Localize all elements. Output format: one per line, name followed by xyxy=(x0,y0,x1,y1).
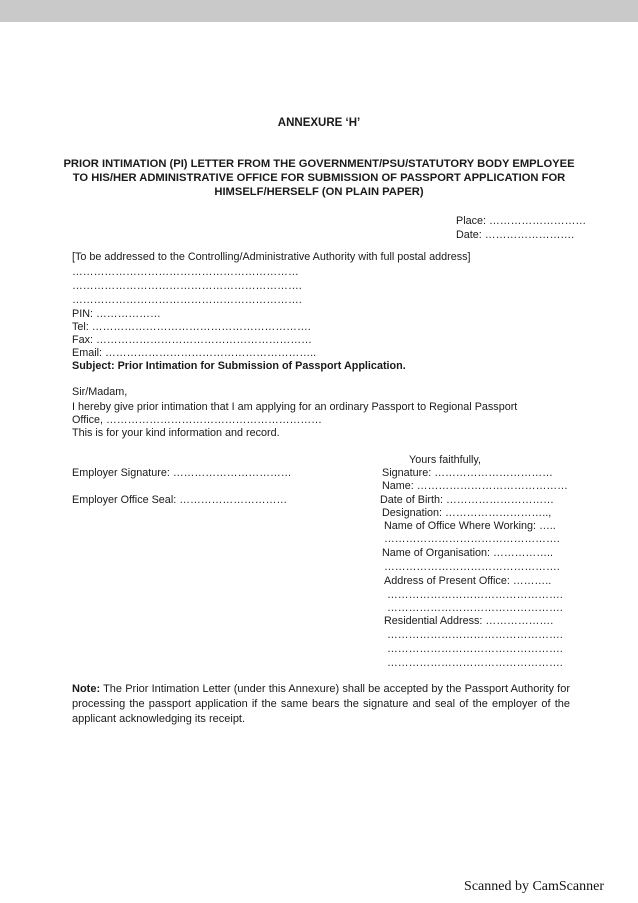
present-office-field: Address of Present Office: ……….. xyxy=(384,575,552,587)
salutation: Sir/Madam, xyxy=(72,386,128,398)
place-field: Place: ……………………… xyxy=(456,215,587,227)
organisation-continuation: …………………………………………. xyxy=(384,561,560,573)
note-paragraph xyxy=(72,682,570,727)
present-office-continuation-2: …………………………………………. xyxy=(387,602,563,614)
residential-continuation-1: …………………………………………. xyxy=(387,629,563,641)
address-line-3: ………………………………………………………. xyxy=(72,294,302,306)
designation-field: Designation: ……………………….., xyxy=(382,507,552,519)
organisation-field: Name of Organisation: …………….. xyxy=(382,547,554,559)
date-field: Date: ……………………. xyxy=(456,229,575,241)
present-office-continuation-1: …………………………………………. xyxy=(387,589,563,601)
employer-signature-field: Employer Signature: …………………………… xyxy=(72,467,292,479)
pin-field: PIN: ……………… xyxy=(72,308,161,320)
address-line-2: ………………………………………………………. xyxy=(72,280,302,292)
residential-address-field: Residential Address: ………………. xyxy=(384,615,554,627)
body-line-2: Office, …………………………………………………… xyxy=(72,414,322,426)
address-line-1: ……………………………………………………… xyxy=(72,266,299,278)
annexure-title: ANNEXURE ‘H’ xyxy=(277,117,361,129)
yours-faithfully: Yours faithfully, xyxy=(409,454,482,466)
residential-continuation-3: …………………………………………. xyxy=(387,657,563,669)
camscanner-watermark: Scanned by CamScanner xyxy=(464,879,604,894)
signature-field: Signature: …………………………… xyxy=(382,467,553,479)
tel-field: Tel: ……………………………………………………. xyxy=(72,321,311,333)
date-of-birth-field: Date of Birth: ………………………… xyxy=(380,494,554,506)
note-text: The Prior Intimation Letter (under this Annexure) shall be accepted by the Passport Authority for processing the passport application if the same bears the signature and seal of the employer of the applicant acknowledging its receipt. xyxy=(72,683,570,725)
office-working-continuation: …………………………………………. xyxy=(384,533,560,545)
residential-continuation-2: …………………………………………. xyxy=(387,643,563,655)
subject-line: Subject: Prior Intimation for Submission of Passport Application. xyxy=(72,360,406,372)
body-line-3: This is for your kind information and record. xyxy=(72,427,280,439)
employer-office-seal-field: Employer Office Seal: ………………………… xyxy=(72,494,288,506)
note-label: Note: xyxy=(72,683,101,695)
fax-field: Fax: …………………………………………………… xyxy=(72,334,312,346)
scanner-top-bar xyxy=(0,0,638,22)
name-field: Name: …………………………………… xyxy=(382,480,568,492)
document-page xyxy=(0,22,638,903)
email-field: Email: ………………………………………………….. xyxy=(72,347,317,359)
addressed-to-instruction: [To be addressed to the Controlling/Administrative Authority with full postal address] xyxy=(72,251,471,263)
body-line-1: I hereby give prior intimation that I am applying for an ordinary Passport to Regional Passport xyxy=(72,401,518,413)
document-heading: PRIOR INTIMATION (PI) LETTER FROM THE GOVERNMENT/PSU/STATUTORY BODY EMPLOYEE TO HIS/HER ADMINISTRATIVE OFFICE FOR SUBMISSION OF PASSPORT APPLICATION FOR HIMSELF/HERSELF (ON PLAIN PAPER) xyxy=(63,158,575,198)
office-working-field: Name of Office Where Working: ….. xyxy=(384,520,556,532)
